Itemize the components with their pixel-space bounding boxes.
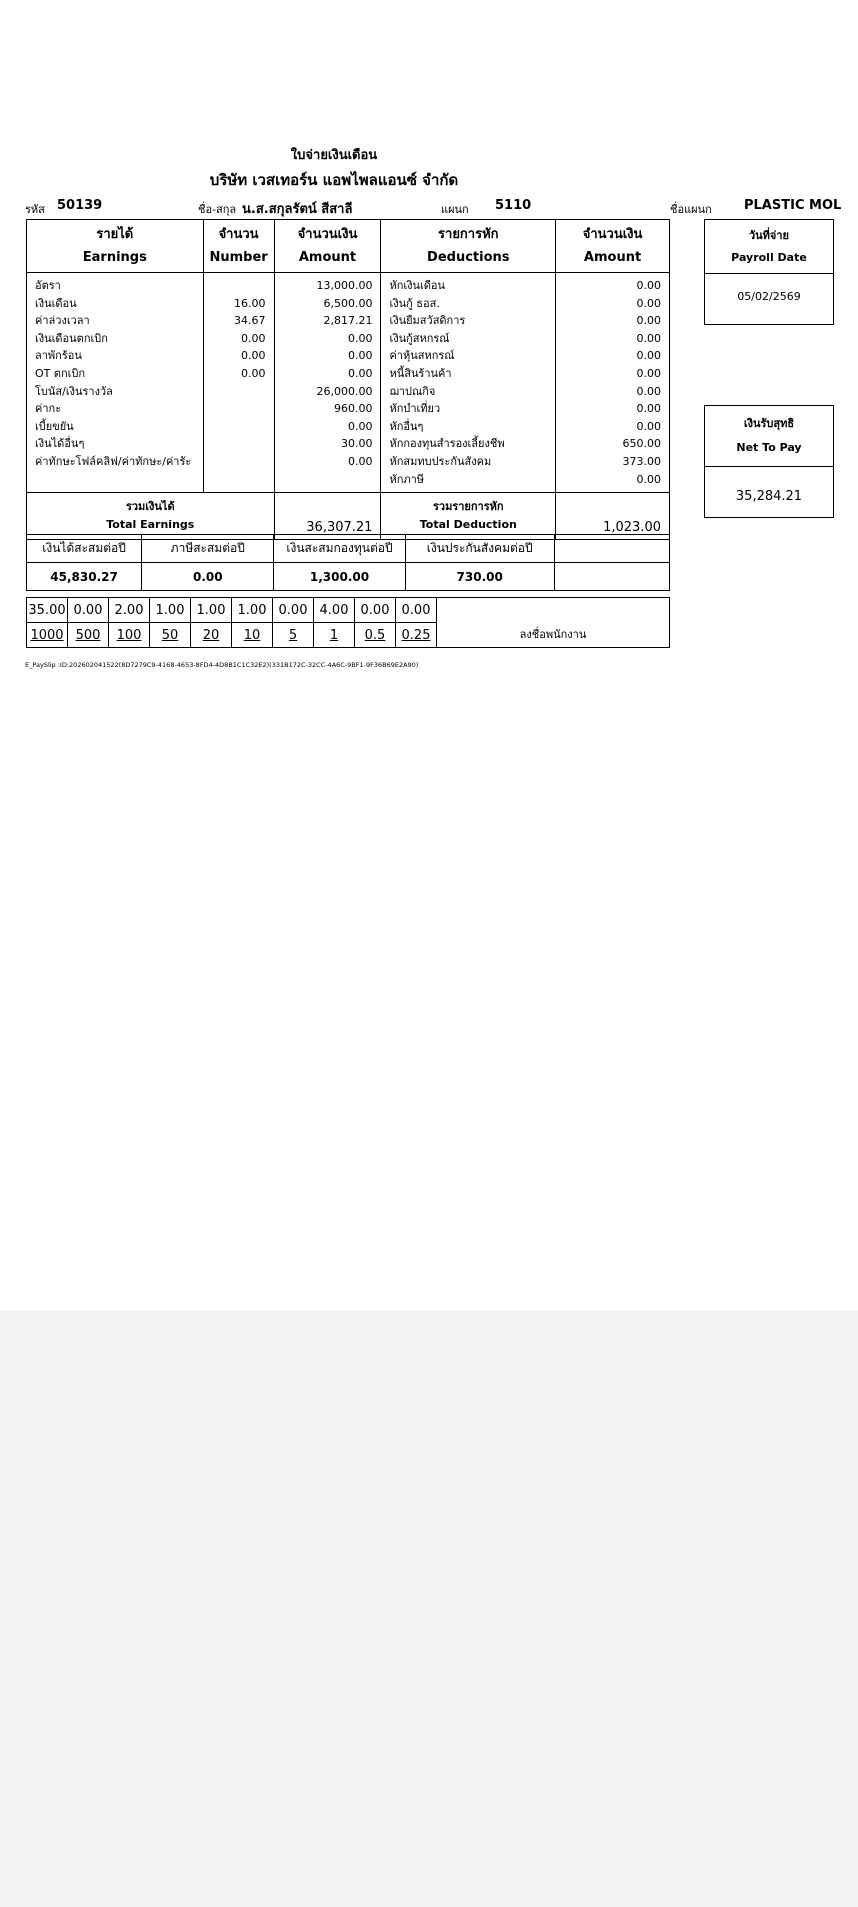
- employee-name-label: ชื่อ-สกุล: [198, 203, 237, 216]
- document-title: ใบจ่ายเงินเดือน: [290, 148, 378, 163]
- department-name-label: ชื่อแผนก: [670, 203, 712, 216]
- table-row: [27, 471, 670, 493]
- earning-number: [203, 383, 274, 401]
- earning-number: [203, 453, 274, 471]
- table-row: [27, 365, 670, 383]
- payslip-footer-id: E_PaySlip :ID:202602041522(8D7279C9-4168-4653-8FD4-4D8B1C1C32E2)(331B172C-32CC-4A6C-9BF1-9F36B69E2A90): [25, 661, 419, 669]
- total-deduction-label: รวมรายการหัก Total Deduction: [381, 493, 556, 540]
- table-row: [27, 295, 670, 313]
- department-label: แผนก: [441, 203, 469, 216]
- earning-amount: 960.00: [274, 400, 381, 418]
- payroll-date-box: [704, 219, 834, 325]
- amount-header: จำนวนเงิน Amount: [274, 220, 381, 273]
- earning-amount: 0.00: [274, 347, 381, 365]
- deduction-label: หักกองทุนสำรองเลี้ยงชีพ: [381, 435, 556, 453]
- banknote-count: 1.00: [232, 598, 273, 623]
- deduction-amount: 0.00: [556, 273, 670, 295]
- deduction-label: ค่าหุ้นสหกรณ์: [381, 347, 556, 365]
- banknote-count: 0.00: [396, 598, 437, 623]
- earning-amount: 6,500.00: [274, 295, 381, 313]
- earning-label: โบนัส/เงินรางวัล: [27, 383, 204, 401]
- deduction-label: เงินกู้สหกรณ์: [381, 330, 556, 348]
- earning-number: [203, 435, 274, 453]
- earning-amount: 13,000.00: [274, 273, 381, 295]
- table-row: [27, 330, 670, 348]
- ytd-earnings-header: เงินได้สะสมต่อปี: [27, 535, 142, 563]
- banknote-breakdown-table: [26, 597, 670, 648]
- deduction-amount: 0.00: [556, 383, 670, 401]
- earning-amount: 0.00: [274, 453, 381, 471]
- deduction-amount: 0.00: [556, 295, 670, 313]
- deduction-amount: 0.00: [556, 418, 670, 436]
- deduction-amount: 650.00: [556, 435, 670, 453]
- earning-amount: 0.00: [274, 365, 381, 383]
- banknote-count: 0.00: [68, 598, 109, 623]
- ytd-empty-value: [554, 563, 669, 591]
- net-pay-box: [704, 405, 834, 518]
- ytd-earnings-value: 45,830.27: [27, 563, 142, 591]
- banknote-denomination: 500: [68, 623, 109, 648]
- banknote-count: 0.00: [273, 598, 314, 623]
- deduction-label: เงินยืมสวัสดิการ: [381, 312, 556, 330]
- ytd-provident-fund-value: 1,300.00: [274, 563, 405, 591]
- deduction-label: เงินกู้ ธอส.: [381, 295, 556, 313]
- company-name: บริษัท เวสเทอร์น แอพไพลแอนซ์ จำกัด: [209, 171, 459, 189]
- payroll-date-value: 05/02/2569: [737, 290, 801, 303]
- deduction-label: หนี้สินร้านค้า: [381, 365, 556, 383]
- banknote-denomination: 10: [232, 623, 273, 648]
- department-name: PLASTIC MOL: [744, 198, 842, 213]
- earning-number: [203, 418, 274, 436]
- ytd-provident-fund-header: เงินสะสมกองทุนต่อปี: [274, 535, 405, 563]
- employee-name: น.ส.สกุลรัตน์ สีสาลี: [242, 202, 353, 217]
- total-earnings-value: 36,307.21: [274, 493, 381, 540]
- banknote-count: 0.00: [355, 598, 396, 623]
- employee-code: 50139: [57, 198, 103, 213]
- earning-label: ค่าล่วงเวลา: [27, 312, 204, 330]
- earning-number: [203, 273, 274, 295]
- deduction-amount: 0.00: [556, 347, 670, 365]
- earning-number: [203, 400, 274, 418]
- employee-code-label: รหัส: [25, 203, 45, 216]
- earning-number: [203, 471, 274, 493]
- earning-amount: [274, 471, 381, 493]
- earning-label: อัตรา: [27, 273, 204, 295]
- banknote-denomination: 5: [273, 623, 314, 648]
- banknote-denomination: 100: [109, 623, 150, 648]
- deduction-label: หักบำเที่ยว: [381, 400, 556, 418]
- ytd-tax-value: 0.00: [142, 563, 274, 591]
- earning-amount: 0.00: [274, 418, 381, 436]
- table-row: [27, 453, 670, 471]
- ytd-header-row: [27, 535, 670, 563]
- totals-row: [27, 493, 670, 540]
- ytd-tax-header: ภาษีสะสมต่อปี: [142, 535, 274, 563]
- earning-number: 0.00: [203, 330, 274, 348]
- banknote-denomination: 20: [191, 623, 232, 648]
- table-row: [27, 435, 670, 453]
- net-pay-label-en: Net To Pay: [736, 441, 802, 454]
- deduction-label: หักภาษี: [381, 471, 556, 493]
- deduction-label: หักสมทบประกันสังคม: [381, 453, 556, 471]
- earning-number: 34.67: [203, 312, 274, 330]
- table-row: [27, 418, 670, 436]
- deduction-label: หักเงินเดือน: [381, 273, 556, 295]
- banknote-denomination: 50: [150, 623, 191, 648]
- banknote-denomination: 0.25: [396, 623, 437, 648]
- banknote-count: 1.00: [191, 598, 232, 623]
- ytd-empty-header: [554, 535, 669, 563]
- earning-label: OT ตกเบิก: [27, 365, 204, 383]
- banknote-denomination: 1: [314, 623, 355, 648]
- banknote-count: 1.00: [150, 598, 191, 623]
- earnings-deductions-table: [26, 219, 670, 540]
- table-row: [27, 400, 670, 418]
- deduction-amount: 0.00: [556, 471, 670, 493]
- year-to-date-table: [26, 534, 670, 591]
- department-code: 5110: [495, 198, 532, 213]
- earning-label: เงินเดือนตกเบิก: [27, 330, 204, 348]
- earning-label: ลาพักร้อน: [27, 347, 204, 365]
- banknote-count: 4.00: [314, 598, 355, 623]
- banknote-count-row: [27, 598, 670, 623]
- earning-label: ค่ากะ: [27, 400, 204, 418]
- earning-label: เงินเดือน: [27, 295, 204, 313]
- net-pay-value: 35,284.21: [735, 489, 803, 504]
- total-earnings-label: รวมเงินได้ Total Earnings: [27, 493, 275, 540]
- earning-label: ค่าทักษะโฟล์คลิฟ/ค่าทักษะ/ค่ารัะ: [27, 453, 204, 471]
- table-header-row: [27, 220, 670, 273]
- number-header: จำนวน Number: [203, 220, 274, 273]
- banknote-count: 35.00: [27, 598, 68, 623]
- deduction-amount: 0.00: [556, 330, 670, 348]
- earning-amount: 30.00: [274, 435, 381, 453]
- deduction-label: หักอื่นๆ: [381, 418, 556, 436]
- employee-signature-field: ลงชื่อพนักงาน: [437, 598, 670, 648]
- deductions-header: รายการหัก Deductions: [381, 220, 556, 273]
- payroll-date-label-th: วันที่จ่าย: [748, 229, 789, 242]
- table-row: [27, 273, 670, 295]
- deduction-amount: 0.00: [556, 365, 670, 383]
- earning-amount: 26,000.00: [274, 383, 381, 401]
- earning-label: เบี้ยขยัน: [27, 418, 204, 436]
- deduction-amount: 0.00: [556, 312, 670, 330]
- table-row: [27, 347, 670, 365]
- earning-label: [27, 471, 204, 493]
- deduction-amount: 373.00: [556, 453, 670, 471]
- earning-number: 0.00: [203, 365, 274, 383]
- earnings-header: รายได้ Earnings: [27, 220, 204, 273]
- table-row: [27, 383, 670, 401]
- earning-number: 0.00: [203, 347, 274, 365]
- ytd-social-security-value: 730.00: [405, 563, 554, 591]
- earning-amount: 2,817.21: [274, 312, 381, 330]
- deduction-amount: 0.00: [556, 400, 670, 418]
- net-pay-label-th: เงินรับสุทธิ: [743, 417, 795, 430]
- table-row: [27, 312, 670, 330]
- payroll-date-label-en: Payroll Date: [731, 251, 807, 264]
- banknote-denomination: 0.5: [355, 623, 396, 648]
- earning-number: 16.00: [203, 295, 274, 313]
- earning-amount: 0.00: [274, 330, 381, 348]
- banknote-denomination: 1000: [27, 623, 68, 648]
- total-deduction-value: 1,023.00: [556, 493, 670, 540]
- earning-label: เงินได้อื่นๆ: [27, 435, 204, 453]
- banknote-count: 2.00: [109, 598, 150, 623]
- ytd-value-row: [27, 563, 670, 591]
- deduction-amount-header: จำนวนเงิน Amount: [556, 220, 670, 273]
- deduction-label: ฌาปณกิจ: [381, 383, 556, 401]
- ytd-social-security-header: เงินประกันสังคมต่อปี: [405, 535, 554, 563]
